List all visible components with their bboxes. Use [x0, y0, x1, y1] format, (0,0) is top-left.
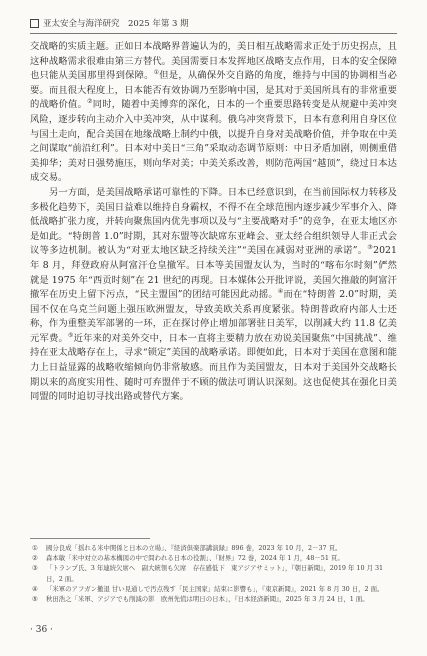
- running-header: [30, 16, 397, 30]
- body-text: [30, 40, 397, 405]
- page-number: · 36 ·: [30, 625, 53, 635]
- footnote-text: 秋田浩之「米軍、アジアでも削減の影 欧州先慌は明日の日本」，『日本経済新聞』，2025 年 3 月 24 日，1 面。: [46, 595, 369, 604]
- footnote-mark: ④: [32, 584, 38, 593]
- footnote-mark: ③: [32, 564, 38, 573]
- footnote-item: [30, 563, 397, 583]
- paragraph-text: 而在“特朗普 2.0”时期，美国不仅在乌克兰问题上强压欧洲盟友，导致美欧关系再度紧张。特朗普政府内部人士还称，作为重整美军部署的一环，正在探讨停止增加部署驻日美军，以削减大约 11.8 亿美元军费。: [30, 289, 398, 344]
- footnote-divider: [30, 538, 150, 539]
- paragraph-text: 2021 年 8 月，拜登政府从阿富汗仓皇撤军。日本等美国盟友认为，当时的“喀布尔时刻”俨然就是 1975 年“西贡时刻”在 21 世纪的再现。日本媒体公开批评说，美国欠推敲的阿富汗撤军在历史上留下污点，“民主盟国”的团结可能因此动摇。: [30, 245, 397, 301]
- footnote-text: 國分良成「揺れる米中関係と日本の立場」、『経済倶楽部講演録』896 巻，2023 年 10 月，2－37 頁。: [46, 544, 342, 552]
- footnote-reference[interactable]: ③: [367, 244, 374, 252]
- footnote-text: 「トランプ氏、3 年連続欠席へ 副大統領も欠席 存在感低下 東アジアサミット」，『朝日新聞』，2019 年 10 月 31 日，2 面。: [46, 564, 384, 583]
- footnote-reference[interactable]: ②: [87, 98, 93, 106]
- header-divider: [30, 33, 397, 34]
- footnotes: [30, 543, 397, 604]
- footnote-text: 森本敏「米中対立の基本構図の中で問われる日本の役割」、『財界』72 巻，2024 年 1 月，48－51 頁。: [46, 554, 344, 563]
- footnote-reference[interactable]: ①: [153, 69, 160, 77]
- footnote-item: [30, 553, 397, 563]
- paragraph-text: 但是，从确保外交自路的角度，维持与中国的协调相当必要。而且很大程度上，日本能否有效协调乃至影响中国，是其对于美国所具有的非常重要的战略价值。: [30, 70, 397, 111]
- paragraph-text: 近年来的对美外交中，日本一直将主要精力放在劝说美国聚焦“中国挑战”、维持在亚太战略存在上，寻求“锁定”美国的战略承诺。即便如此，日本对于美国在意图和能力上日益显露的战略收缩倾向仍非常敏感。而且作为美国盟友，日本对于美国外交战略长期以来的高度实用性、随时可弃盟伴于不顾的做法可谓认识深刻。这也促使其在强化日美同盟的同时追切寻找出路或替代方案。: [30, 332, 397, 403]
- footnote-mark: ①: [32, 544, 38, 552]
- footnote-reference[interactable]: ④: [277, 288, 284, 295]
- body-paragraph: [30, 186, 397, 405]
- footnote-item: [30, 594, 397, 604]
- footnote-mark: ②: [32, 554, 38, 563]
- footnote-reference[interactable]: ⑤: [68, 331, 74, 339]
- journal-title: 亚太安全与海洋研究 2025 年第 3 期: [43, 19, 189, 29]
- body-paragraph: [30, 40, 397, 186]
- paragraph-text: 同时，随着中美博弈的深化，日本的一个重要思路转变是从规避中美冲突风险，逐步转向主动介入中美冲突，从中谋利。俄乌冲突背景下，日本有意利用自身区位与国土走向，配合美国在地缘战略上制约中俄，以提升自身对美战略价值，并争取在中美之间谋取“前沿红利”。日本对中美日“三角”采取动态调节原则：中日矛盾加剧，则侧重借美抑华；美对日强势施压，则向华对美；中美关系改善，则防范两国“越顶”，绕过日本达成交易。: [30, 99, 397, 184]
- paragraph-text: 另一方面，是美国战略承诺可靠性的下降。日本已经意识到，在当前国际权力转移及多极化趋势下，美国日益难以维持自身霸权，不得不在全球范围内逐步减少军事介入、降低战略扩张力度，并转向聚焦国内优先事项以及与“主要战略对手”的竞争，在亚太地区亦是如此。“特朗普 1.0”时期，其对东盟等次缺席东亚峰会、亚太经合组织领导人非正式会议等多边机制。被认为“对亚太地区缺乏持续关注”“美国在减弱对亚洲的承诺”。: [30, 186, 397, 257]
- header-box-icon: [30, 19, 39, 28]
- footnote-text: 「米軍のアフガン撤退 甘い見通しで汚点残す「民主国家」結束に影響も」，『東京新聞』，2021 年 8 月 30 日，2 面。: [46, 584, 384, 593]
- footnote-mark: ⑤: [32, 595, 38, 604]
- footnote-item: [30, 543, 397, 553]
- paragraph-text: 交战略的实质主题。正如日本战略界普遍认为的，美日相互战略需求正处于历史拐点，且这种战略需求很难由第三方替代。美国需要日本发挥地区战略支点作用，日本的安全保障也只能从美国那里得到保障。: [30, 41, 397, 82]
- footnote-item: [30, 584, 397, 594]
